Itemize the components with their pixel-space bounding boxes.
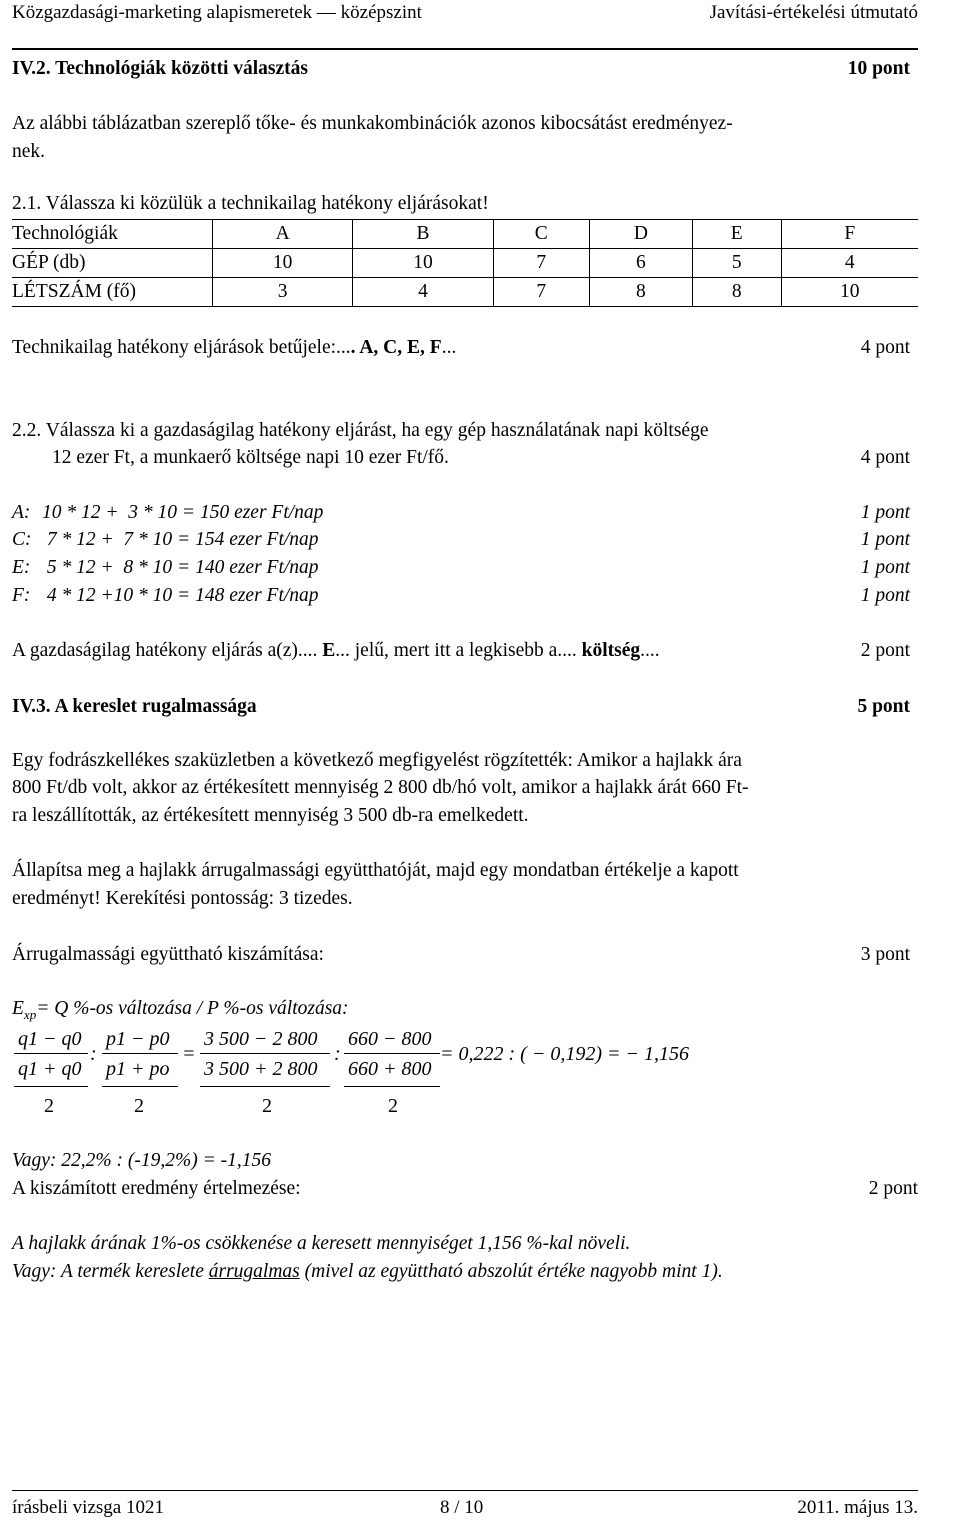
table-cell: E <box>693 220 781 249</box>
formula-denominator-pv: 660 + 800 <box>348 1058 432 1080</box>
calc-points: 1 pont <box>860 585 910 606</box>
calc-expression: 7 * 12 + 7 * 10 = 154 ezer Ft/nap <box>42 529 319 550</box>
formula-equals: = <box>182 1043 196 1065</box>
task-2-2-line-1: 2.2. Válassza ki a gazdaságilag hatékony eljárást, ha egy gép használatának napi költsége <box>12 420 709 441</box>
table-cell: A <box>213 220 353 249</box>
formula-colon: : <box>90 1043 97 1065</box>
calc-label: A: <box>12 502 31 523</box>
footer-page: 8 / 10 <box>440 1497 484 1518</box>
page-header <box>12 2 918 28</box>
para1-line-3: ra leszállították, az értékesített mennyiség 3 500 db-ra emelkedett. <box>12 805 529 826</box>
table-row <box>12 278 918 307</box>
fraction-bar <box>102 1053 178 1054</box>
table-cell: 7 <box>493 278 589 307</box>
table-cell: 10 <box>213 249 353 278</box>
task-2-2-line-2: 12 ezer Ft, a munkaerő költsége napi 10 ezer Ft/fő. <box>52 447 449 468</box>
fraction-bar <box>344 1053 440 1054</box>
formula-numerator-p: p1 − p0 <box>106 1028 170 1050</box>
calc-points: 1 pont <box>860 557 910 578</box>
fraction-bar <box>200 1053 330 1054</box>
calc-label: C: <box>12 529 32 550</box>
table-cell: D <box>589 220 692 249</box>
fraction-bar <box>102 1086 178 1087</box>
fraction-bar <box>14 1086 88 1087</box>
section-points-iv2: 10 pont <box>847 58 910 79</box>
fraction-bar <box>200 1086 330 1087</box>
section-title-iv2: IV.2. Technológiák közötti választás <box>12 58 308 79</box>
formula-label <box>12 998 349 1023</box>
formula-result: = 0,222 : ( − 0,192) = − 1,156 <box>440 1043 689 1065</box>
interp-line-2-a: Vagy: A termék kereslete <box>12 1261 209 1282</box>
formula-label-sub: xp <box>23 1006 37 1022</box>
formula-colon-2: : <box>334 1043 341 1065</box>
formula-numerator-qv: 3 500 − 2 800 <box>204 1028 318 1050</box>
formula-denominator-p: p1 + po <box>106 1058 170 1080</box>
table-cell: LÉTSZÁM (fő) <box>12 278 213 307</box>
fraction-bar <box>14 1053 88 1054</box>
formula-two: 2 <box>388 1095 398 1117</box>
table-row <box>12 249 918 278</box>
calc-title-points: 3 pont <box>860 944 910 965</box>
table-cell: 8 <box>589 278 692 307</box>
calc-points: 1 pont <box>860 502 910 523</box>
formula-two: 2 <box>262 1095 272 1117</box>
formula-denominator-qv: 3 500 + 2 800 <box>204 1058 318 1080</box>
calc-title: Árrugalmassági együttható kiszámítása: <box>12 944 324 965</box>
task-2-1: 2.1. Válassza ki közülük a technikailag hatékony eljárásokat! <box>12 193 489 214</box>
para2-line-2: eredményt! Kerekítési pontosság: 3 tizedes. <box>12 888 353 909</box>
header-left: Közgazdasági-marketing alapismeretek — középszint <box>12 2 422 23</box>
formula-label-rest: = Q %-os változása / P %-os változása: <box>36 998 349 1019</box>
answer-2-1-points: 4 pont <box>860 337 910 358</box>
header-right: Javítási-értékelési útmutató <box>709 2 918 23</box>
answer-2-1 <box>12 337 456 359</box>
formula-label-e: E <box>12 998 24 1019</box>
answer-2-2-b: E <box>322 640 336 661</box>
table-cell: 8 <box>693 278 781 307</box>
calc-label: F: <box>12 585 31 606</box>
table-cell: 3 <box>213 278 353 307</box>
interp-line-2-b: árrugalmas <box>208 1261 300 1282</box>
section-points-iv3: 5 pont <box>857 696 910 717</box>
table-cell: C <box>493 220 589 249</box>
calc-expression: 5 * 12 + 8 * 10 = 140 ezer Ft/nap <box>42 557 319 578</box>
formula-denominator-q: q1 + q0 <box>18 1058 82 1080</box>
answer-2-2-e: .... <box>640 640 660 661</box>
interp-points: 2 pont <box>868 1178 918 1199</box>
calc-expression: 10 * 12 + 3 * 10 = 150 ezer Ft/nap <box>42 502 324 523</box>
interp-line-2-c: (mivel az együttható abszolút értéke nagyobb mint 1). <box>299 1261 723 1282</box>
alt-calc: Vagy: 22,2% : (-19,2%) = -1,156 <box>12 1150 272 1171</box>
table-cell: 10 <box>353 249 493 278</box>
footer-right: 2011. május 13. <box>797 1497 918 1518</box>
para2-line-1: Állapítsa meg a hajlakk árrugalmassági együtthatóját, majd egy mondatban értékelje a kapott <box>12 860 739 881</box>
table-header-row <box>12 220 918 249</box>
footer-rule <box>12 1490 918 1491</box>
table-cell: 5 <box>693 249 781 278</box>
calc-expression: 4 * 12 +10 * 10 = 148 ezer Ft/nap <box>42 585 319 606</box>
answer-2-2-points: 2 pont <box>860 640 910 661</box>
table-cell: GÉP (db) <box>12 249 213 278</box>
formula-numerator-pv: 660 − 800 <box>348 1028 432 1050</box>
table-cell: F <box>781 220 918 249</box>
formula-two: 2 <box>134 1095 144 1117</box>
intro-line-2: nek. <box>12 141 46 162</box>
table-cell: Technológiák <box>12 220 213 249</box>
answer-2-2-a: A gazdaságilag hatékony eljárás a(z).... <box>12 640 323 661</box>
interp-title: A kiszámított eredmény értelmezése: <box>12 1178 301 1199</box>
answer-2-1-suffix: ... <box>441 337 457 358</box>
answer-2-1-prefix: Technikailag hatékony eljárások betűjele:... <box>12 337 351 358</box>
para1-line-1: Egy fodrászkellékes szaküzletben a következő megfigyelést rögzítették: Amikor a hajlakk ára <box>12 750 742 771</box>
footer-left: írásbeli vizsga 1021 <box>12 1497 164 1518</box>
answer-2-2-d: költség <box>581 640 641 661</box>
table-cell: 4 <box>353 278 493 307</box>
table-cell: 7 <box>493 249 589 278</box>
technology-table <box>12 219 918 307</box>
calc-label: E: <box>12 557 31 578</box>
header-rule <box>12 48 918 50</box>
fraction-bar <box>344 1086 440 1087</box>
section-title-iv3: IV.3. A kereslet rugalmassága <box>12 696 257 717</box>
interp-line-1: A hajlakk árának 1%-os csökkenése a keresett mennyiséget 1,156 %-kal növeli. <box>12 1233 631 1254</box>
table-cell: B <box>353 220 493 249</box>
table-cell: 6 <box>589 249 692 278</box>
formula-two: 2 <box>44 1095 54 1117</box>
answer-2-2 <box>12 640 660 662</box>
formula-numerator-q: q1 − q0 <box>18 1028 82 1050</box>
table-cell: 10 <box>781 278 918 307</box>
calc-points: 1 pont <box>860 529 910 550</box>
answer-2-2-c: ... jelű, mert itt a legkisebb a.... <box>335 640 582 661</box>
table-cell: 4 <box>781 249 918 278</box>
answer-2-1-value: . A, C, E, F <box>350 337 442 358</box>
para1-line-2: 800 Ft/db volt, akkor az értékesített mennyiség 2 800 db/hó volt, amikor a hajlakk árát 660 Ft- <box>12 777 749 798</box>
intro-line-1: Az alábbi táblázatban szereplő tőke- és munkakombinációk azonos kibocsátást eredményez- <box>12 113 733 134</box>
task-2-2-points: 4 pont <box>860 447 910 468</box>
interp-line-2 <box>12 1261 723 1283</box>
